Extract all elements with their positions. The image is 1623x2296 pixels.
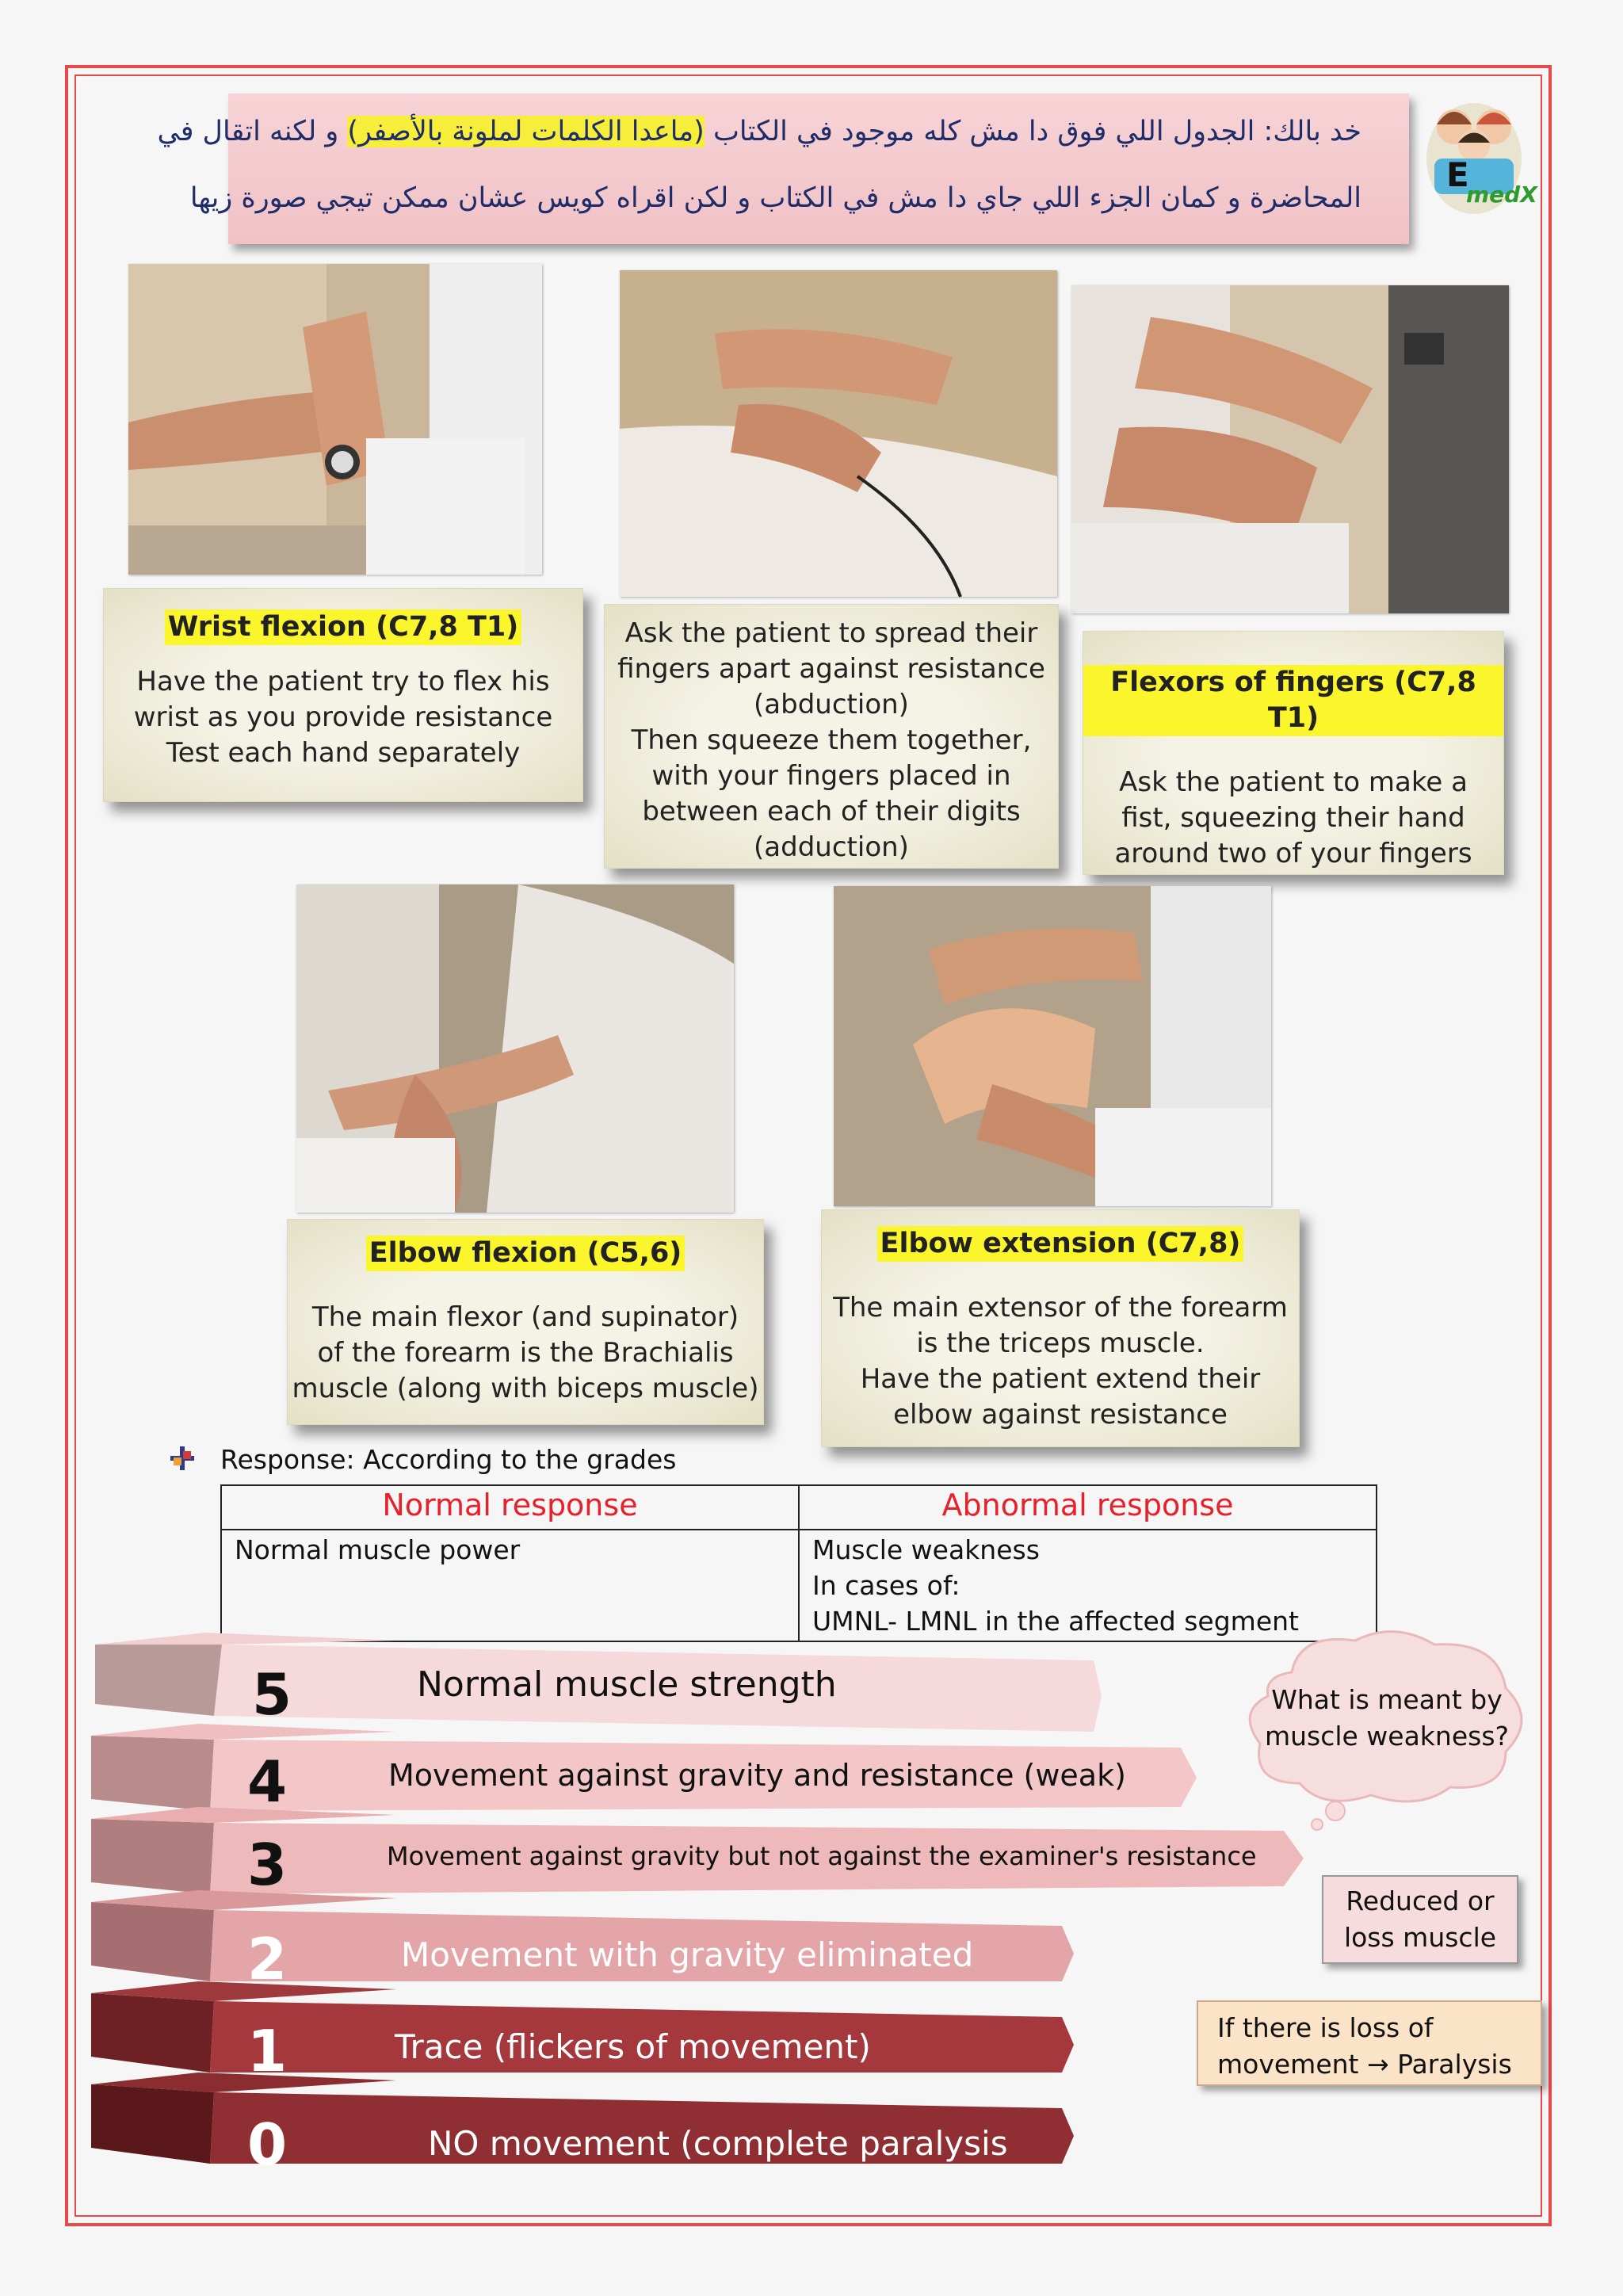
photo-elbow-flexion [296,884,734,1213]
card-line: is the triceps muscle. [916,1328,1205,1359]
note-line-1: خد بالك: الجدول اللي فوق دا مش كله موجود في الكتاب (ماعدا الكلمات لملونة بالأصفر) و لكنه اتقال في [157,116,1361,147]
grade-label-4: Movement against gravity and resistance (weak) [388,1758,1126,1793]
medx-logo [1423,83,1537,218]
grade-label-5: Normal muscle strength [417,1664,837,1705]
card-title: Elbow flexion (C5,6) [366,1236,685,1271]
card-elbow-flexion [287,1219,764,1425]
thought-question: What is meant by muscle weakness? [1264,1684,1510,1752]
card-line: fingers apart against resistance [617,653,1045,685]
svg-text:E: E [1446,155,1469,194]
response-table [220,1484,1377,1642]
card-line: with your fingers placed in [651,760,1011,792]
card-finger-abduction-adduction [604,604,1059,869]
grade-number-2: 2 [247,1926,288,1992]
photo-flexors-of-fingers [1071,285,1509,613]
card-flexors-of-fingers [1083,631,1504,875]
photo-wrist-flexion [128,264,542,575]
bullet-icon [170,1446,194,1470]
card-line: (abduction) [754,689,909,720]
cell-abnormal: Muscle weakness In cases of: UMNL- LMNL in the affected segment [799,1530,1377,1641]
grade-label-0: NO movement (complete paralysis [428,2124,1008,2163]
card-line: Have the patient try to flex his [136,666,550,697]
grade-label-1: Trace (flickers of movement) [395,2027,871,2066]
card-line: wrist as you provide resistance [133,701,553,733]
grade-number-0: 0 [247,2111,288,2178]
grade-number-3: 3 [247,1832,288,1898]
card-elbow-extension [821,1209,1300,1447]
card-line: elbow against resistance [893,1399,1228,1431]
response-label: Response: According to the grades [220,1444,677,1475]
card-title: Flexors of fingers (C7,8 T1) [1083,665,1503,736]
note-line-2: المحاضرة و كمان الجزء اللي جاي دا مش في الكتاب و لكن اقراه كويس عشان ممكن تيجي صورة زيها [189,182,1361,214]
card-title: Elbow extension (C7,8) [877,1226,1244,1262]
card-line: (adduction) [754,831,909,863]
card-line: Ask the patient to spread their [624,617,1038,649]
card-line: fist, squeezing their hand [1121,802,1465,834]
card-line: Test each hand separately [166,737,521,769]
grade-number-4: 4 [247,1748,288,1815]
card-line: The main flexor (and supinator) [311,1301,739,1333]
grade-label-2: Movement with gravity eliminated [401,1935,974,1974]
svg-text:medX: medX [1466,181,1537,208]
card-line: of the forearm is the Brachialis [317,1337,734,1369]
card-title: Wrist flexion (C7,8 T1) [165,609,522,645]
card-line: between each of their digits [642,796,1021,827]
header-abnormal: Abnormal response [799,1485,1377,1530]
photo-elbow-extension [834,886,1271,1206]
card-line: The main extensor of the forearm [833,1292,1288,1324]
cell-normal: Normal muscle power [221,1530,799,1641]
card-line: around two of your fingers [1114,838,1472,869]
card-line: Ask the patient to make a [1119,766,1468,798]
photo-finger-abduction [620,270,1057,597]
grade-number-1: 1 [247,2018,288,2084]
grade-number-5: 5 [252,1661,292,1728]
card-line: muscle (along with biceps muscle) [292,1373,759,1404]
card-line: Have the patient extend their [860,1363,1261,1395]
arabic-note [157,94,1409,244]
card-wrist-flexion [103,588,583,802]
answer-box-weakness: Reduced or loss muscle [1322,1875,1518,1964]
card-line: Then squeeze them together, [631,724,1032,756]
grade-label-3: Movement against gravity but not against the examiner's resistance [387,1841,1257,1871]
header-normal: Normal response [221,1485,799,1530]
answer-box-paralysis: If there is loss of movement → Paralysis [1197,2000,1542,2086]
